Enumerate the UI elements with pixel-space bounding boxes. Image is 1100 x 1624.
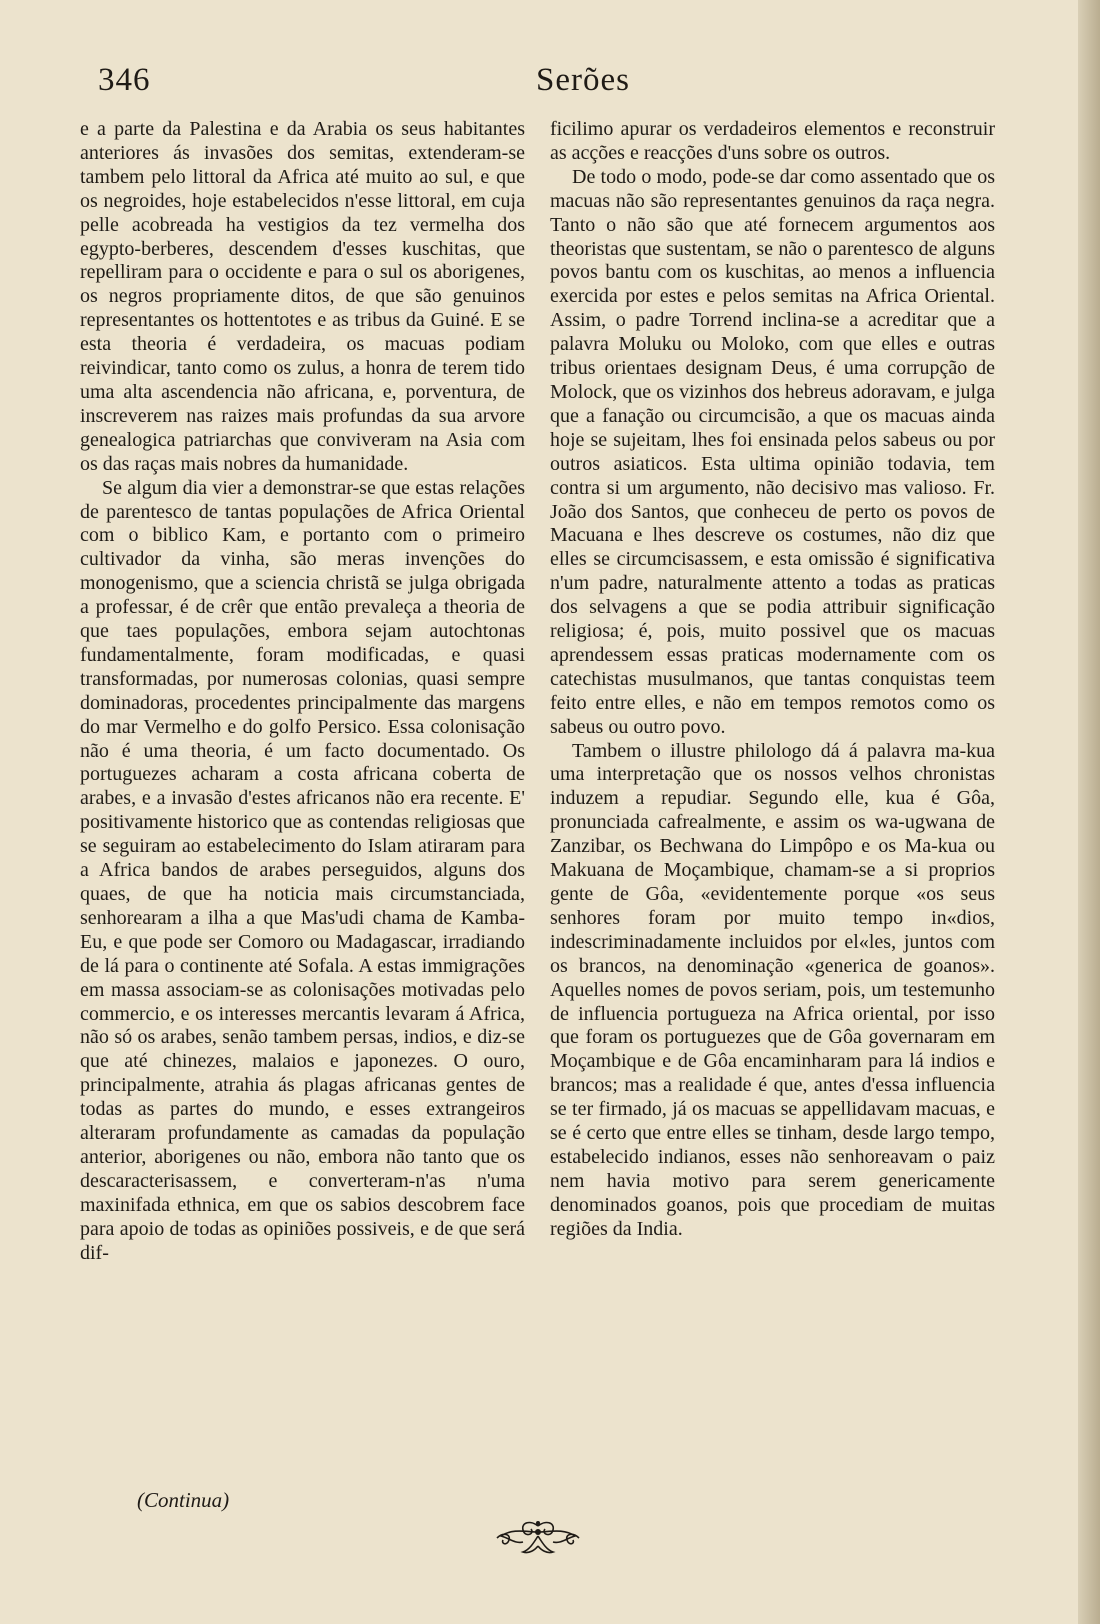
left-paragraph-2: Se algum dia vier a demonstrar-se que estas relações de parentesco de tantas populações de Africa Oriental com o biblico Kam, e portanto com o primeiro cultivador da vinha, são meras invenções do monogenismo, que a sciencia christã se julga obrigada a professar, é de crêr que então prevaleça a theoria de que taes populações, embora sejam autochtonas fundamentalmente, foram modificadas, e quasi transformadas, por numerosas colonias, quasi sempre dominadoras, procedentes principalmente das margens do mar Vermelho e do golfo Persico. Essa colonisação não é uma theoria, é um facto documentado. Os portuguezes acharam a costa africana coberta de arabes, e a invasão d'estes africanos não era recente. E' positivamente historico que as contendas religiosas que se seguiram ao estabelecimento do Islam atiraram para a Africa bandos de arabes perseguidos, alguns dos quaes, de que ha noticia mais circumstanciada, senhorearam a ilha a que Mas'udi chama de Kamba-Eu, e que pode ser Comoro ou Madagascar, irradiando de lá para o continente até Sofala. A estas immigrações em massa associam-se as colonisações motivadas pelo commercio, e os interesses mercantis levaram á Africa, não só os arabes, senão tambem persas, indios, e diz-se que até chinezes, malaios e japonezes. O ouro, principalmente, atrahia ás plagas africanas gentes de todas as partes do mundo, e esses extrangeiros alteraram profundamente as camadas da população anterior, aborigenes ou não, embora não tanto que os descaracterisassem, e converteram-n'as n'uma maxinifada ethnica, em que os sabios descobrem face para apoio de todas as opiniões possiveis, e de que será dif- <box>80 476 525 1264</box>
right-paragraph-3: Tambem o illustre philologo dá á palavra ma-kua uma interpretação que os nossos velhos chronistas induzem a repudiar. Segundo elle, kua é Gôa, pronunciada cafrealmente, e assim os wa-ugwana de Zanzibar, os Bechwana do Limpôpo e os Ma-kua ou Makuana de Moçambique, chamam-se a si proprios gente de Gôa, «evidentemente porque «os seus senhores foram por muito tempo in«dios, indescriminadamente incluidos por el«les, juntos com os brancos, na denominação «generica de goanos». Aquelles nomes de povos seriam, pois, um testemunho de influencia portugueza na Africa oriental, por isso que foram os portuguezes que de Gôa governaram em Moçambique e de Gôa encaminharam para lá indios e brancos; mas a realidade é que, antes d'essa influencia se ter firmado, já os macuas se appellidavam macuas, e se é certo que entre elles se tinham, desde largo tempo, estabelecido indianos, esses não senhoreavam o paiz nem havia motivo para serem genericamente denominados goanos, pois que procediam de muitas regiões da India. <box>550 739 995 1240</box>
continuation-note: (Continua) <box>137 1488 230 1512</box>
left-column <box>80 118 525 1266</box>
page-header <box>98 62 998 110</box>
right-paragraph-2: De todo o modo, pode-se dar como assentado que os macuas não são representantes genuinos da raça negra. Tanto o não são que até fornecem argumentos aos theoristas que sustentam, se não o parentesco de alguns povos bantu com os kuschitas, ao menos a influencia exercida por estes e pelos semitas na Africa Oriental. Assim, o padre Torrend inclina-se a acreditar que a palavra Moluku ou Moloko, com que elles e outras tribus orientaes designam Deus, é uma corrupção de Molock, que os vizinhos dos hebreus adoravam, e julga que a fanação ou circumcisão, a que os macuas ainda hoje se sujeitam, lhes foi ensinada pelos sabeus ou por outros asiaticos. Esta ultima opinião todavia, tem contra si um argumento, não decisivo mas valioso. Fr. João dos Santos, que conheceu de perto os povos de Macuana e lhes descreve os costumes, não diz que elles se circumcisassem, e esta omissão é significativa n'um padre, naturalmente attento a todas as praticas dos selvagens a que se podia attribuir significação religiosa; é, pois, muito possivel que os macuas aprendessem essas praticas modernamente com os catechistas musulmanos, que tantas conquistas teem feito entre elles, e não em tempos remotos como os sabeus ou outro povo. <box>550 165 995 738</box>
right-paragraph-1: ficilimo apurar os verdadeiros elementos e reconstruir as acções e reacções d'uns sobre os outros. <box>550 118 995 164</box>
journal-title: Serões <box>536 62 630 98</box>
right-column <box>550 118 995 1242</box>
page-number: 346 <box>98 62 151 98</box>
page-edge <box>1078 0 1100 1624</box>
floral-ornament-icon <box>493 1518 583 1558</box>
left-paragraph-1: e a parte da Palestina e da Arabia os seus habitantes anteriores ás invasões dos semitas, extenderam-se tambem pelo littoral da Africa até muito ao sul, e que os negroides, hoje estabelecidos n'esse littoral, em cuja pelle acobreada ha vestigios da tez vermelha dos egypto-berberes, descendem d'esses kuschitas, que repelliram para o occidente e para o sul os aborigenes, os negros propriamente ditos, de que são genuinos representantes os hottentotes e as tribus da Guiné. E se esta theoria é verdadeira, os macuas podiam reivindicar, tanto como os zulus, a honra de terem tido uma alta ascendencia não africana, e, porventura, de inscreverem nas raizes mais profundas da sua arvore genealogica patriarchas que conviveram na Asia com os das raças mais nobres da humanidade. <box>80 118 525 475</box>
